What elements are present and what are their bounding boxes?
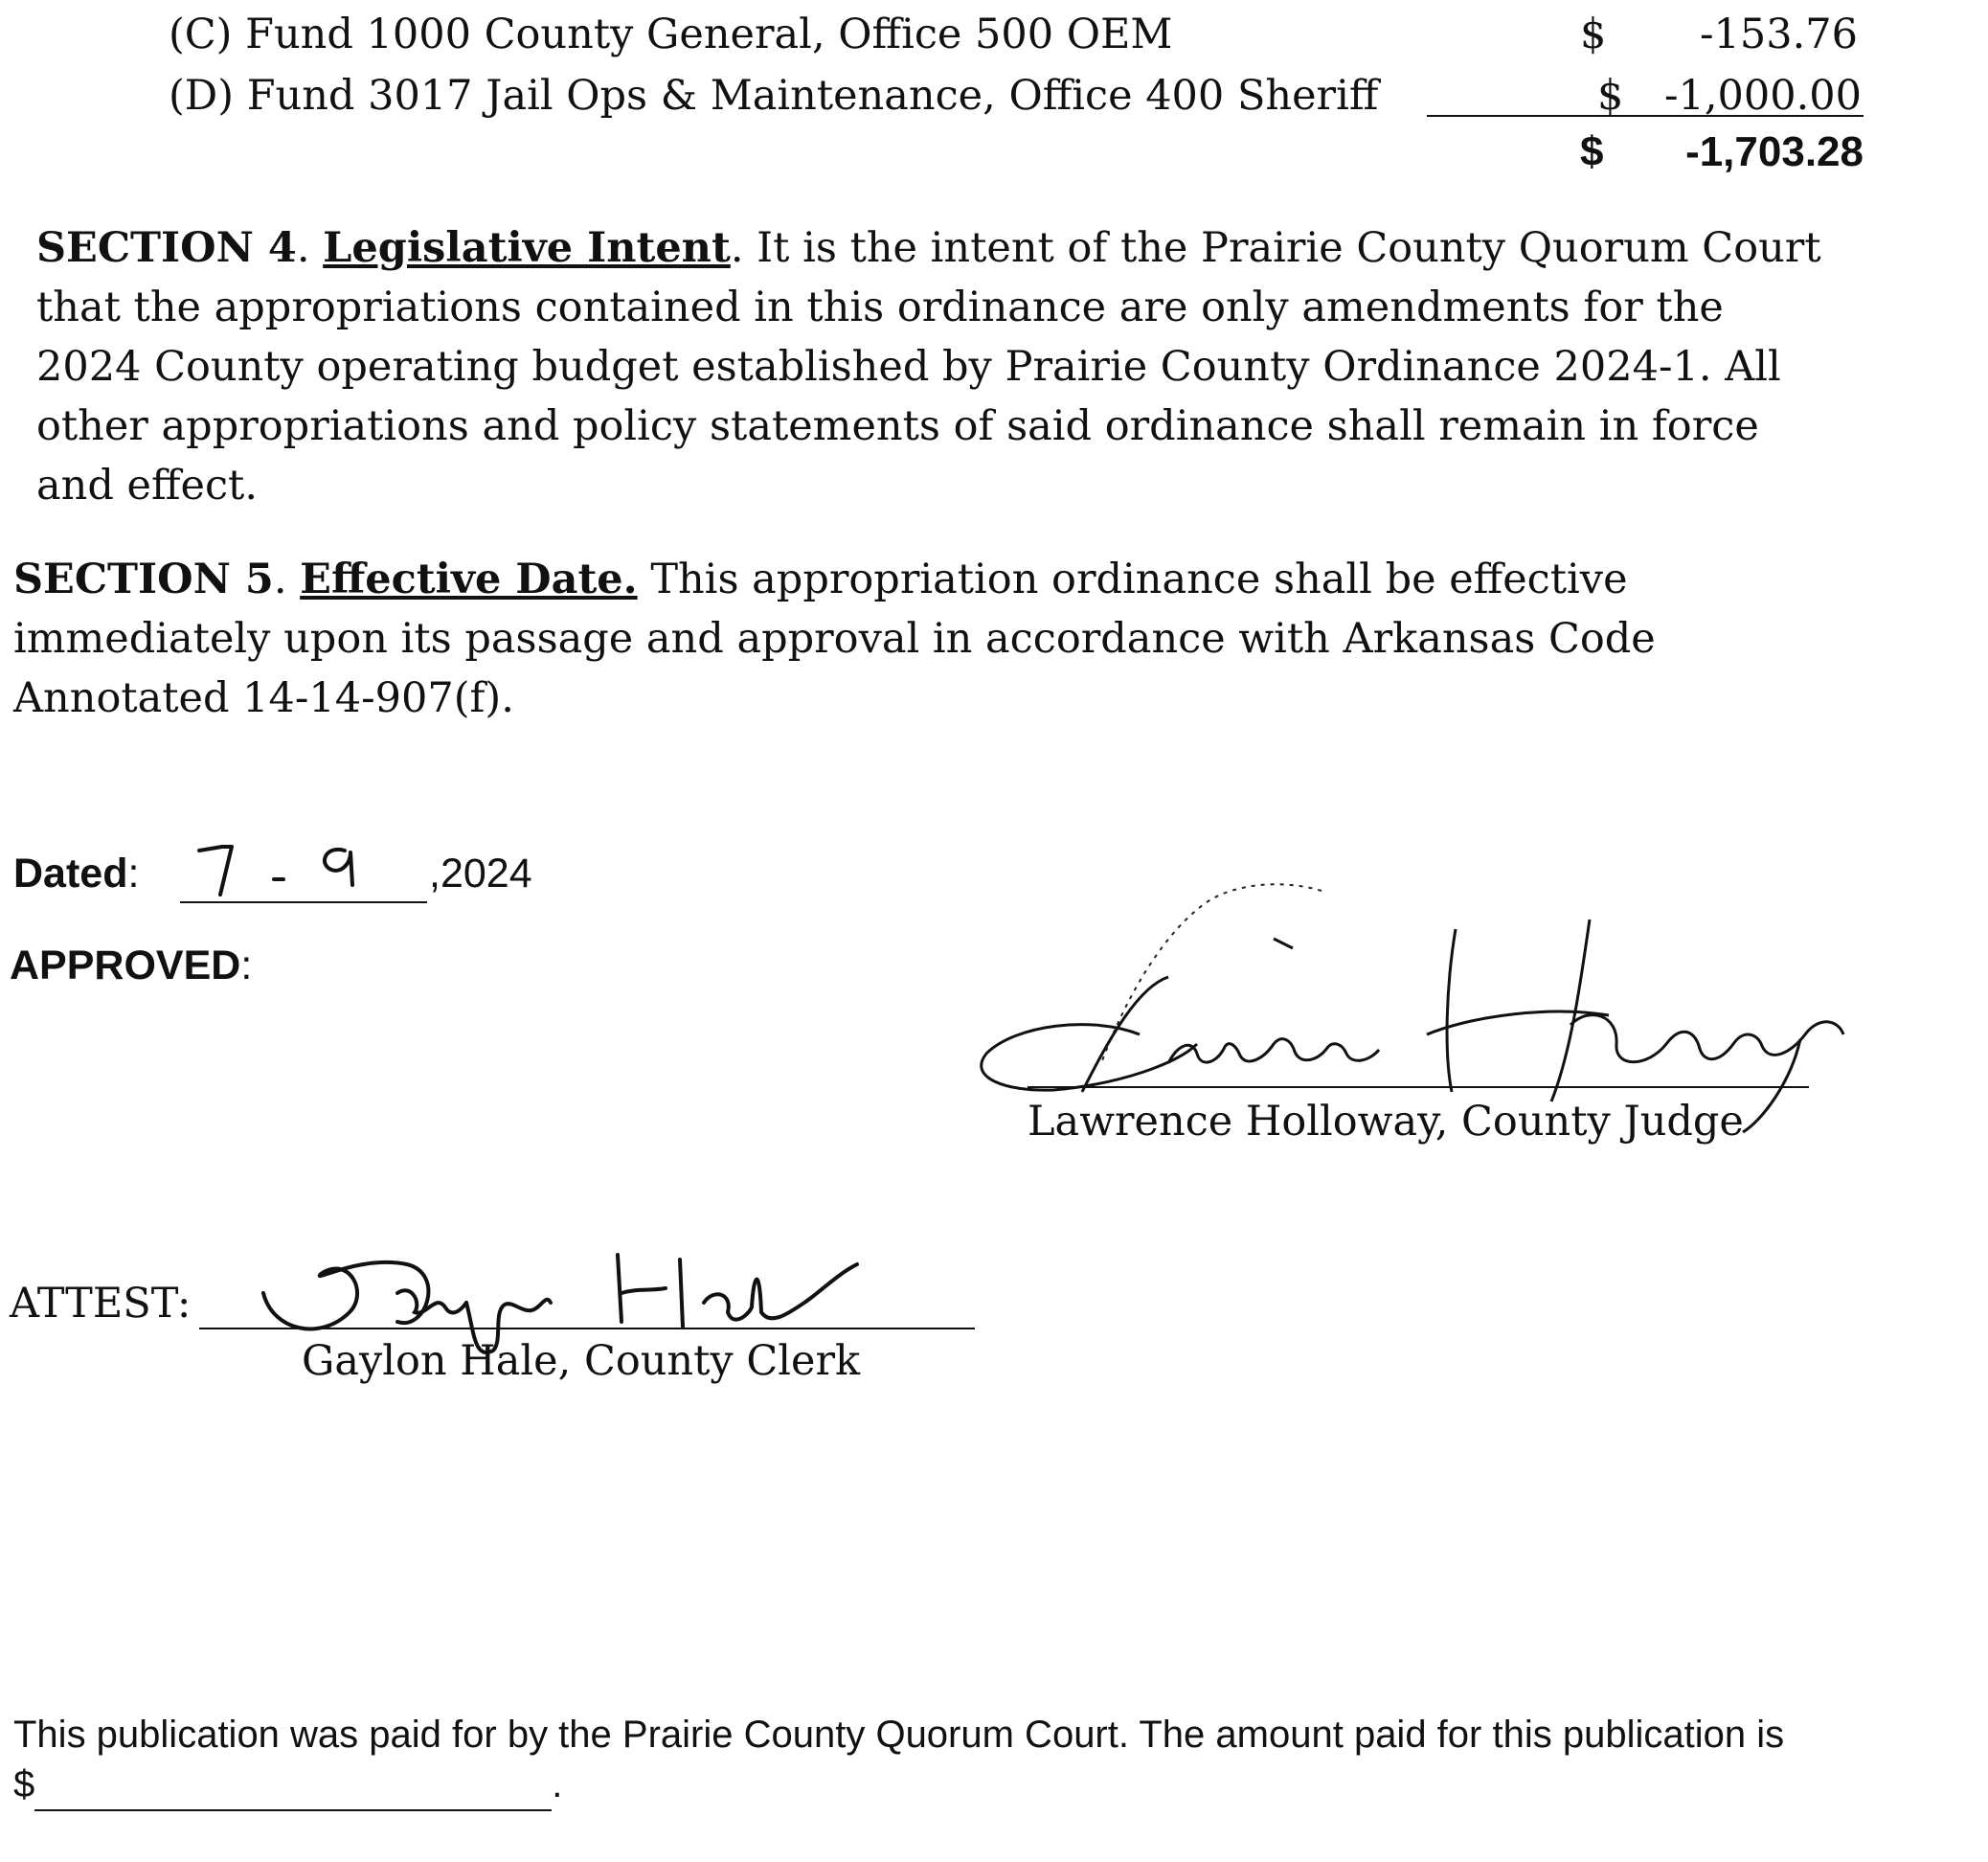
total-amount: -1,703.28 bbox=[1685, 128, 1864, 175]
section-4-title: Legislative Intent bbox=[323, 224, 731, 272]
section-4-line-2: 2024 County operating budget established by Prairie County Ordinance 2024-1. All bbox=[36, 343, 1781, 391]
dated-label-wrap: Dated: bbox=[13, 851, 140, 897]
section-4-line-3: other appropriations and policy statements of said ordinance shall remain in force bbox=[36, 402, 1759, 450]
judge-signature-line bbox=[1028, 1086, 1809, 1088]
total-currency: $ bbox=[1580, 128, 1604, 175]
fund-line-c-currency: $ bbox=[1580, 11, 1607, 58]
section-5-head: SECTION 5 bbox=[13, 556, 274, 603]
section-5-line-0: This appropriation ordinance shall be effective bbox=[650, 556, 1628, 603]
section-5-line-1: immediately upon its passage and approval in accordance with Arkansas Code bbox=[13, 615, 1656, 663]
section-4: SECTION 4. Legislative Intent. It is the intent of the Prairie County Quorum Court that the appropriations contained in this ordinance are only amendments for the 2024 County operating budget established by Prairie County Ordinance 2024-1. All other appropriations and policy statements of said ordinance shall remain in force and effect. bbox=[36, 218, 1942, 515]
section-5: SECTION 5. Effective Date. This appropriation ordinance shall be effective immediately upon its passage and approval in accordance with Arkansas Code Annotated 14-14-907(f). bbox=[13, 550, 1967, 728]
section-4-line-4: and effect. bbox=[36, 462, 258, 510]
approved-label: APPROVED bbox=[10, 942, 241, 988]
publication-amount-blank bbox=[34, 1773, 552, 1811]
judge-name: Lawrence Holloway, County Judge bbox=[1028, 1098, 1744, 1146]
fund-line-d-amount: -1,000.00 bbox=[1663, 72, 1862, 120]
publication-period: . bbox=[552, 1763, 563, 1805]
section-5-line-2: Annotated 14-14-907(f). bbox=[13, 674, 514, 722]
approved-label-wrap: APPROVED: bbox=[10, 942, 253, 988]
fund-line-d bbox=[169, 67, 1378, 125]
section-5-title: Effective Date. bbox=[300, 556, 638, 603]
section-4-line-0: It is the intent of the Prairie County Quorum Court bbox=[757, 224, 1821, 272]
attest-label: ATTEST: bbox=[10, 1280, 192, 1328]
dated-year: ,2024 bbox=[429, 851, 532, 897]
fund-line-d-currency: $ bbox=[1597, 72, 1624, 120]
publication-currency: $ bbox=[13, 1763, 35, 1805]
fund-line-c-label: (C) Fund 1000 County General, Office 500 OEM bbox=[169, 11, 1173, 58]
dated-label: Dated bbox=[13, 851, 128, 897]
dated-handwriting bbox=[192, 839, 383, 906]
section-4-line-1: that the appropriations contained in this ordinance are only amendments for the bbox=[36, 284, 1724, 331]
section-4-head: SECTION 4 bbox=[36, 224, 297, 272]
clerk-name: Gaylon Hale, County Clerk bbox=[302, 1337, 861, 1385]
publication-amount bbox=[13, 1759, 562, 1811]
publication-statement: This publication was paid for by the Prairie County Quorum Court. The amount paid for this publication is bbox=[13, 1714, 1785, 1756]
fund-line-d-label: (D) Fund 3017 Jail Ops & Maintenance, Office 400 Sheriff bbox=[169, 72, 1379, 120]
fund-line-c-amount: -153.76 bbox=[1700, 11, 1858, 58]
fund-line-c bbox=[169, 6, 1172, 63]
